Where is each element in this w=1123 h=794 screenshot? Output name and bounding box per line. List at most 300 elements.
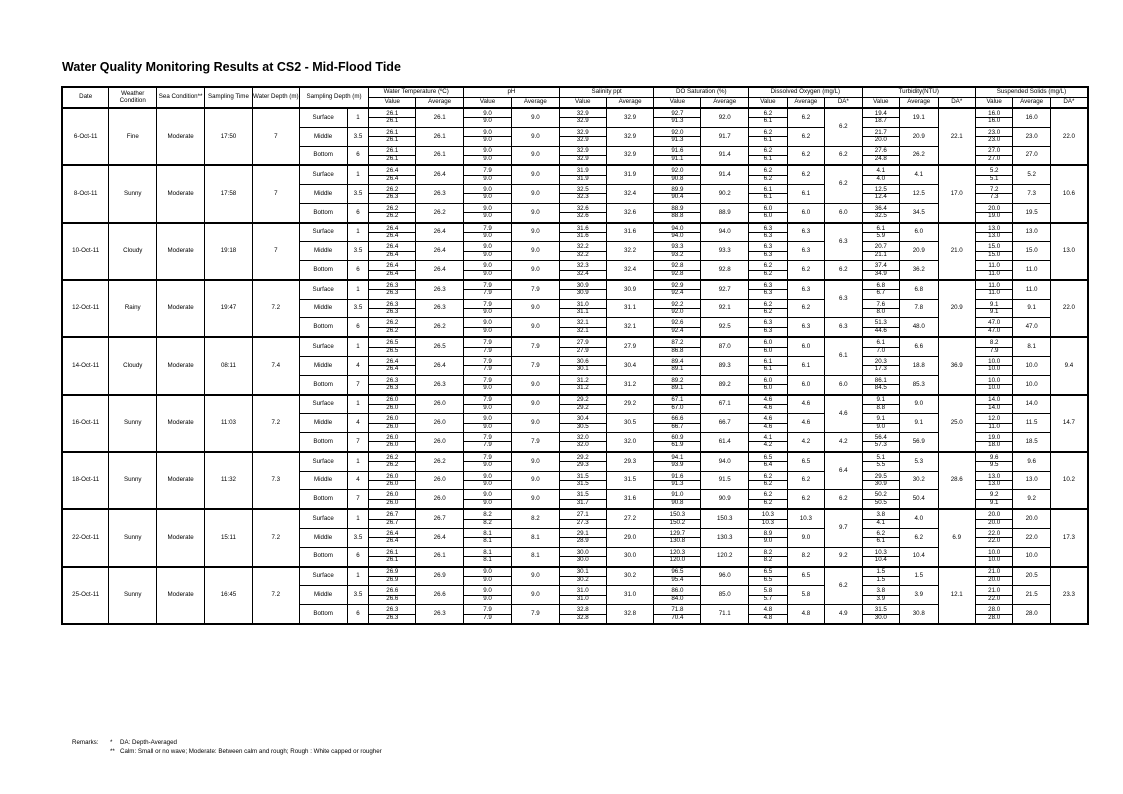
turbidity-da-cell: 25.0 [938,395,975,452]
salinity-values [559,547,606,566]
do-average: 6.5 [787,452,824,471]
reading-value: 26.4 [386,224,399,232]
salinity-average: 27.9 [606,337,654,356]
reading-value: 6.5 [763,568,773,576]
reading-value: 8.2 [464,519,511,527]
ss-values [975,299,1012,318]
remarks [72,738,382,756]
reading-value: 8.1 [464,556,511,564]
reading-value: 26.6 [386,587,399,595]
do-saturation-average: 91.4 [701,146,749,165]
sampling-level-cell: Bottom [299,375,347,394]
do-values [749,127,787,146]
sampling-level-cell: Middle [299,185,347,204]
reading-value: 26.4 [369,365,415,373]
turbidity-da-cell: 20.9 [938,280,975,337]
reading-value: 6.3 [749,232,786,240]
reading-value: 26.3 [386,300,399,308]
reading-value: 9.0 [464,193,511,201]
temp-values [369,375,416,394]
subheader-da: DA* [1050,98,1088,109]
table-row [62,223,1088,242]
temp-values [369,471,416,490]
reading-value: 95.4 [654,576,700,584]
salinity-average: 30.5 [606,414,654,433]
subheader-value: Value [369,98,416,109]
ph-values [464,261,512,280]
sampling-depth-cell: 1 [347,280,369,299]
do-saturation-average: 92.0 [701,108,749,127]
temp-average: 26.1 [416,127,464,146]
sampling-depth-cell: 1 [347,395,369,414]
do-saturation-values [654,185,701,204]
do-saturation-average: 94.0 [701,452,749,471]
ph-values [464,357,512,376]
ss-average: 21.5 [1013,586,1050,605]
reading-value: 9.0 [464,576,511,584]
reading-value: 13.0 [988,224,1001,232]
reading-value: 9.1 [876,396,886,404]
sampling-depth-cell: 4 [347,471,369,490]
subheader-average: Average [416,98,464,109]
reading-value: 26.4 [386,243,399,251]
reading-value: 10.0 [976,384,1012,392]
do-values [749,165,787,184]
turbidity-values [862,452,899,471]
sea-condition-cell: Moderate [157,280,205,337]
do-values [749,509,787,528]
reading-value: 26.3 [369,384,415,392]
reading-value: 6.1 [749,365,786,373]
do-saturation-values [654,280,701,299]
ss-average: 13.0 [1013,223,1050,242]
turbidity-values [862,108,899,127]
reading-value: 20.7 [874,243,887,251]
ph-values [464,547,512,566]
salinity-average: 32.2 [606,242,654,261]
do-values [749,586,787,605]
ph-average: 7.9 [511,357,559,376]
do-average: 6.2 [787,165,824,184]
sampling-time-cell: 19:47 [205,280,253,337]
sampling-depth-cell: 3.5 [347,529,369,548]
reading-value: 6.8 [876,281,886,289]
reading-value: 26.4 [369,270,415,278]
reading-value: 32.3 [576,262,589,270]
do-saturation-average: 92.8 [701,261,749,280]
sampling-time-cell: 15:11 [205,509,253,566]
sampling-time-cell: 11:32 [205,452,253,509]
reading-value: 31.9 [560,175,606,183]
salinity-values [559,586,606,605]
do-saturation-values [654,490,701,509]
date-cell: 14-Oct-11 [62,337,109,394]
reading-value: 26.0 [369,423,415,431]
temp-average: 26.3 [416,299,464,318]
weather-cell: Cloudy [109,223,157,280]
turbidity-values [862,242,899,261]
do-da-cell: 6.3 [825,223,862,261]
do-saturation-values [654,146,701,165]
reading-value: 90.8 [654,175,700,183]
reading-value: 18.0 [976,441,1012,449]
ph-values [464,529,512,548]
reading-value: 10.0 [976,556,1012,564]
turbidity-average: 12.5 [900,185,938,204]
reading-value: 8.2 [483,511,492,519]
reading-value: 7.9 [483,396,492,404]
sampling-depth-cell: 3.5 [347,299,369,318]
reading-value: 9.0 [464,423,511,431]
do-da-cell: 6.2 [825,490,862,509]
turbidity-average: 3.9 [900,586,938,605]
sampling-depth-cell: 1 [347,108,369,127]
reading-value: 6.1 [763,357,773,365]
do-values [749,203,787,222]
reading-value: 11.0 [976,423,1012,431]
do-average: 6.2 [787,490,824,509]
reading-value: 6.0 [763,204,773,212]
ss-average: 14.0 [1013,395,1050,414]
ss-da-cell: 14.7 [1050,395,1088,452]
reading-value: 9.0 [483,491,492,499]
do-average: 4.6 [787,395,824,414]
reading-value: 30.9 [560,289,606,297]
reading-value: 71.8 [671,606,684,613]
ph-average: 9.0 [511,490,559,509]
do-values [749,452,787,471]
temp-average: 26.0 [416,471,464,490]
reading-value: 9.0 [464,136,511,144]
do-da-cell: 6.2 [825,165,862,203]
reading-value: 31.1 [560,308,606,316]
temp-average: 26.3 [416,605,464,625]
header-suspended-solids: Suspended Solids (mg/L) [975,87,1088,98]
sampling-time-cell: 17:50 [205,108,253,165]
reading-value: 9.0 [464,175,511,183]
ph-values [464,414,512,433]
turbidity-average: 26.2 [900,146,938,165]
reading-value: 26.6 [369,595,415,603]
temp-average: 26.1 [416,146,464,165]
temp-values [369,395,416,414]
do-average: 5.8 [787,586,824,605]
ss-average: 10.0 [1013,357,1050,376]
reading-value: 9.0 [483,185,492,193]
reading-value: 91.3 [654,117,700,125]
reading-value: 27.9 [576,339,589,347]
ss-values [975,414,1012,433]
sampling-level-cell: Bottom [299,547,347,566]
temp-values [369,605,416,625]
reading-value: 66.6 [671,415,684,423]
reading-value: 9.0 [464,251,511,259]
temp-values [369,357,416,376]
reading-value: 26.4 [369,537,415,545]
subheader-average: Average [787,98,824,109]
salinity-values [559,567,606,586]
reading-value: 9.0 [483,243,492,251]
reading-value: 26.7 [386,511,399,519]
reading-value: 5.8 [763,587,773,595]
sampling-level-cell: Surface [299,567,347,586]
do-values [749,567,787,586]
do-values [749,490,787,509]
ph-average: 7.9 [511,605,559,625]
reading-value: 91.6 [671,147,684,155]
water-depth-cell: 7 [252,108,299,165]
sampling-level-cell: Surface [299,509,347,528]
reading-value: 26.7 [369,519,415,527]
do-saturation-average: 87.0 [701,337,749,356]
reading-value: 32.9 [560,155,606,163]
ph-average: 9.0 [511,375,559,394]
reading-value: 32.0 [576,433,589,441]
reading-value: 26.2 [369,461,415,469]
reading-value: 32.5 [576,185,589,193]
reading-value: 28.0 [976,614,1012,622]
do-saturation-average: 85.0 [701,586,749,605]
reading-value: 91.6 [671,472,684,480]
turbidity-values [862,433,899,452]
reading-value: 10.3 [749,519,786,527]
reading-value: 6.2 [763,472,773,480]
reading-value: 10.0 [988,357,1001,365]
sea-condition-cell: Moderate [157,337,205,394]
reading-value: 32.1 [560,327,606,335]
turbidity-values [862,605,899,625]
ph-average: 9.0 [511,318,559,337]
reading-value: 6.3 [749,289,786,297]
salinity-average: 31.5 [606,471,654,490]
do-values [749,433,787,452]
do-saturation-values [654,452,701,471]
salinity-values [559,108,606,127]
reading-value: 6.2 [763,300,773,308]
ss-values [975,318,1012,337]
do-values [749,223,787,242]
ss-values [975,395,1012,414]
header-sea: Sea Condition** [157,87,205,108]
reading-value: 92.8 [654,270,700,278]
do-da-cell: 6.0 [825,203,862,222]
ss-average: 15.0 [1013,242,1050,261]
sampling-level-cell: Bottom [299,261,347,280]
subheader-average: Average [701,98,749,109]
ph-average: 9.0 [511,452,559,471]
reading-value: 12.4 [863,193,899,201]
sea-condition-cell: Moderate [157,223,205,280]
salinity-average: 31.0 [606,586,654,605]
do-average: 6.2 [787,471,824,490]
reading-value: 4.6 [749,423,786,431]
turbidity-average: 5.3 [900,452,938,471]
date-cell: 6-Oct-11 [62,108,109,165]
ss-average: 23.0 [1013,127,1050,146]
reading-value: 21.0 [988,587,1001,595]
do-average: 6.2 [787,299,824,318]
reading-value: 47.0 [988,319,1001,327]
reading-value: 6.2 [749,270,786,278]
table-row [62,567,1088,586]
temp-values [369,318,416,337]
ss-values [975,375,1012,394]
reading-value: 50.2 [874,491,887,499]
reading-value: 30.9 [576,281,589,289]
reading-value: 12.0 [988,415,1001,423]
reading-value: 6.2 [763,128,773,136]
ph-average: 7.9 [511,337,559,356]
reading-value: 32.6 [576,204,589,212]
ss-average: 16.0 [1013,108,1050,127]
ss-average: 11.0 [1013,280,1050,299]
ph-average: 9.0 [511,471,559,490]
sampling-time-cell: 16:45 [205,567,253,625]
turbidity-average: 6.8 [900,280,938,299]
temp-values [369,261,416,280]
ss-average: 27.0 [1013,146,1050,165]
reading-value: 7.9 [464,289,511,297]
ss-average: 11.5 [1013,414,1050,433]
do-average: 6.5 [787,567,824,586]
do-values [749,395,787,414]
sampling-time-cell: 11:03 [205,395,253,452]
reading-value: 6.3 [763,224,773,232]
reading-value: 89.2 [671,376,684,384]
turbidity-average: 30.2 [900,471,938,490]
reading-value: 9.0 [464,232,511,240]
reading-value: 6.2 [763,262,773,270]
temp-average: 26.4 [416,261,464,280]
reading-value: 5.1 [976,175,1012,183]
do-saturation-values [654,395,701,414]
reading-value: 6.0 [763,339,773,347]
do-saturation-values [654,242,701,261]
do-saturation-values [654,261,701,280]
ss-values [975,223,1012,242]
reading-value: 61.9 [654,441,700,449]
subheader-average: Average [606,98,654,109]
reading-value: 5.5 [863,461,899,469]
reading-value: 20.3 [874,357,887,365]
sea-condition-cell: Moderate [157,165,205,222]
reading-value: 4.6 [763,415,773,423]
ss-da-cell: 22.0 [1050,108,1088,165]
remark-mark: ** [110,748,115,755]
temp-values [369,280,416,299]
reading-value: 9.1 [876,415,886,423]
reading-value: 32.9 [560,136,606,144]
sampling-depth-cell: 6 [347,605,369,625]
reading-value: 27.0 [976,155,1012,163]
ss-average: 9.1 [1013,299,1050,318]
temp-average: 26.1 [416,108,464,127]
ph-values [464,165,512,184]
salinity-values [559,414,606,433]
salinity-average: 31.9 [606,165,654,184]
turbidity-average: 4.0 [900,509,938,528]
reading-value: 57.3 [863,441,899,449]
reading-value: 4.1 [876,167,886,175]
temp-average: 26.2 [416,318,464,337]
turbidity-values [862,586,899,605]
do-da-cell: 4.2 [825,433,862,452]
do-saturation-values [654,414,701,433]
turbidity-values [862,547,899,566]
sampling-level-cell: Surface [299,223,347,242]
turbidity-values [862,146,899,165]
ph-average: 9.0 [511,395,559,414]
sampling-time-cell: 08:11 [205,337,253,394]
table-row [62,280,1088,299]
turbidity-values [862,509,899,528]
do-da-cell: 6.2 [825,261,862,280]
reading-value: 6.1 [749,155,786,163]
ph-values [464,605,512,625]
reading-value: 32.2 [560,251,606,259]
do-da-cell: 6.2 [825,567,862,605]
salinity-values [559,452,606,471]
turbidity-average: 10.4 [900,547,938,566]
reading-value: 18.7 [863,117,899,125]
do-saturation-average: 96.0 [701,567,749,586]
ss-values [975,490,1012,509]
salinity-average: 32.0 [606,433,654,452]
turbidity-values [862,357,899,376]
reading-value: 26.3 [369,614,415,622]
turbidity-values [862,395,899,414]
reading-value: 26.4 [386,262,399,270]
reading-value: 9.5 [976,461,1012,469]
salinity-average: 30.2 [606,567,654,586]
turbidity-values [862,127,899,146]
reading-value: 8.2 [763,548,773,556]
do-saturation-average: 90.9 [701,490,749,509]
temp-values [369,242,416,261]
header-temp: Water Temperature (ºC) [369,87,464,98]
salinity-values [559,261,606,280]
remark-text: DA: Depth-Averaged [120,739,177,746]
turbidity-da-cell: 36.9 [938,337,975,394]
reading-value: 26.0 [386,472,399,480]
reading-value: 30.4 [576,415,589,423]
reading-value: 8.1 [464,537,511,545]
temp-values [369,108,416,127]
reading-value: 6.3 [749,251,786,259]
ss-values [975,605,1012,625]
reading-value: 9.0 [464,404,511,412]
ph-average: 7.9 [511,433,559,452]
reading-value: 9.0 [483,204,492,212]
salinity-values [559,375,606,394]
do-saturation-values [654,223,701,242]
ss-values [975,509,1012,528]
reading-value: 26.2 [369,212,415,220]
reading-value: 32.9 [560,117,606,125]
reading-value: 94.1 [671,453,684,461]
reading-value: 6.2 [749,480,786,488]
do-average: 6.1 [787,185,824,204]
reading-value: 3.9 [863,595,899,603]
reading-value: 26.0 [369,480,415,488]
sampling-level-cell: Middle [299,471,347,490]
sampling-level-cell: Surface [299,280,347,299]
reading-value: 7.6 [876,300,886,308]
sampling-depth-cell: 7 [347,375,369,394]
do-saturation-average: 89.2 [701,375,749,394]
reading-value: 26.3 [369,289,415,297]
reading-value: 92.2 [671,300,684,308]
